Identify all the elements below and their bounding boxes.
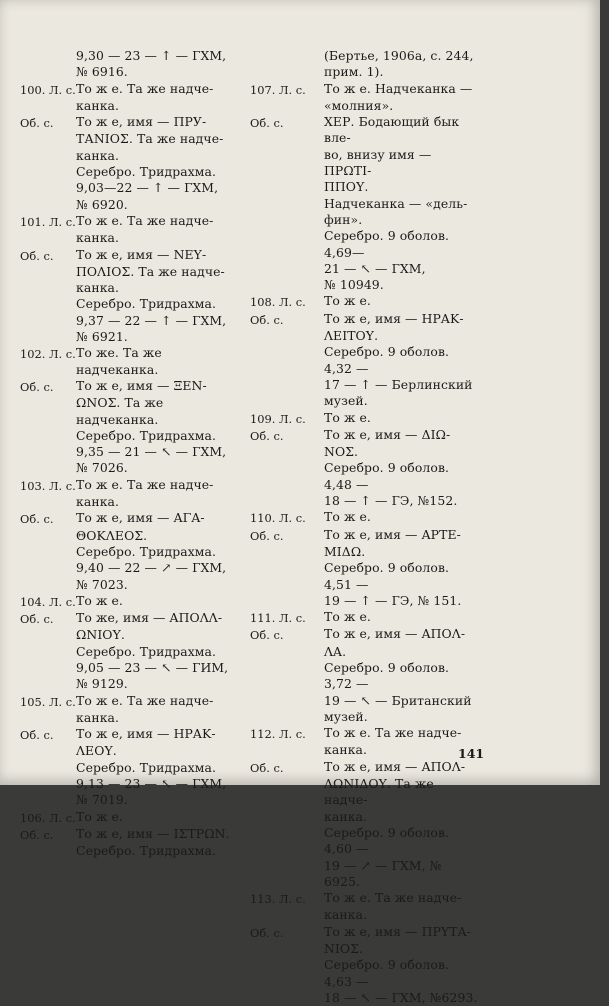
- entry-text-line: То ж е.: [324, 409, 371, 425]
- entry-label: 100. Л. с.: [20, 82, 76, 97]
- entry-text-line: 9,37 — 22 — ↑ — ГХМ,: [76, 312, 227, 328]
- entry-label: Об. с.: [20, 512, 54, 527]
- entry-label: [20, 48, 76, 64]
- catalog-entry: [250, 924, 480, 1006]
- catalog-entry: [20, 477, 248, 511]
- entry-text-line: То ж е. Та же надче-: [76, 80, 214, 96]
- entry-text-line: № 9129.: [76, 676, 128, 692]
- entry-text-line: 19 — ↖ — Британский: [324, 692, 472, 708]
- entry-text-line: То ж е.: [76, 592, 123, 608]
- entry-text-line: прим. 1).: [324, 64, 384, 80]
- entry-label: Об. с.: [250, 312, 284, 327]
- entry-text-line: То ж е. Та же надче-: [324, 890, 462, 906]
- entry-text-line: музей.: [324, 708, 368, 724]
- entry-label: Об. с.: [20, 379, 54, 394]
- entry-text-line: ΛΕΙΤΟΥ.: [324, 328, 379, 344]
- entry-text-line: 17 — ↑ — Берлинский: [324, 376, 473, 392]
- entry-label: Об. с.: [250, 925, 284, 940]
- entry-text-line: канка.: [76, 230, 120, 246]
- entry-text-line: То ж е.: [324, 609, 371, 625]
- entry-text-line: 18 — ↖ — ГХМ, №6293.: [324, 989, 478, 1005]
- entry-text-line: То ж е, имя — ΠΡΥΤΑ-: [324, 923, 471, 939]
- catalog-entry: [250, 527, 480, 609]
- catalog-entry: [250, 609, 480, 626]
- entry-text-line: То же, имя — ΑΠΟΛΛ-: [76, 610, 223, 626]
- entry-text-line: ΧΕΡ. Бодающий бык вле-: [324, 114, 460, 146]
- entry-text-line: канка.: [76, 494, 120, 510]
- entry-label: Об. с.: [20, 248, 54, 263]
- catalog-entry: [250, 81, 480, 115]
- entry-text-line: То ж е.: [324, 293, 371, 309]
- entry-label: Об. с.: [250, 628, 284, 643]
- entry-text-line: Серебро. 9 оболов. 4,51 —: [324, 560, 450, 592]
- catalog-entry: [250, 427, 480, 509]
- entry-text-line: 9,30 — 23 — ↑ — ГХМ,: [76, 48, 227, 63]
- entry-label: 109. Л. с.: [250, 411, 306, 426]
- entry-text-line: То ж е. Та же надче-: [76, 212, 214, 228]
- catalog-entry: [20, 610, 248, 692]
- entry-text-line: Серебро. Тридрахма.: [76, 643, 217, 659]
- catalog-entry: [20, 826, 248, 860]
- entry-text-line: То ж е. Та же надче-: [76, 476, 214, 492]
- entry-text-line: ΘΟΚΛΕΟΣ.: [76, 527, 148, 543]
- entry-label: [250, 48, 324, 64]
- catalog-entry: [20, 81, 248, 115]
- entry-text-line: канка.: [76, 280, 120, 296]
- catalog-entry: [20, 726, 248, 808]
- entry-text-line: канка.: [324, 742, 368, 758]
- entry-label: Об. с.: [250, 428, 284, 443]
- catalog-entry: [250, 311, 480, 410]
- entry-label: Об. с.: [250, 760, 284, 775]
- entry-text-line: 9,40 — 22 — ↗ — ГХМ,: [76, 560, 227, 576]
- entry-text-line: Серебро. Тридрахма.: [76, 759, 217, 775]
- catalog-entry: [250, 890, 480, 924]
- entry-text-line: То ж е, имя — ПРУ-: [76, 114, 207, 130]
- catalog-entry: [20, 510, 248, 592]
- entry-label: 102. Л. с.: [20, 347, 76, 362]
- entry-text-line: ΛΑ.: [324, 643, 347, 659]
- catalog-entry: [250, 48, 480, 81]
- catalog-entry: [250, 293, 480, 310]
- entry-label: Об. с.: [20, 612, 54, 627]
- entry-text-line: ΩΝΟΣ. Та же надчеканка.: [76, 395, 164, 427]
- entry-label: 107. Л. с.: [250, 82, 306, 97]
- entry-text-line: № 7026.: [76, 460, 128, 476]
- entry-text-line: То ж е. Надчеканка —: [324, 80, 473, 96]
- entry-label: 111. Л. с.: [250, 611, 306, 626]
- entry-text-line: 9,03—22 — ↑ — ГХМ,: [76, 180, 219, 196]
- entry-text-line: То ж е.: [76, 808, 123, 824]
- entry-text-line: № 10949.: [324, 277, 384, 293]
- entry-text-line: То ж е, имя — ΑΡΤΕ-: [324, 526, 461, 542]
- entry-text-line: Серебро. Тридрахма.: [76, 164, 217, 180]
- entry-text-line: № 6921.: [76, 329, 128, 345]
- entry-label: Об. с.: [250, 528, 284, 543]
- catalog-entry: [20, 247, 248, 346]
- entry-label: 110. Л. с.: [250, 511, 306, 526]
- entry-text-line: То ж е. Та же надче-: [76, 692, 214, 708]
- catalog-entry: [20, 48, 248, 81]
- entry-text-line: ΜΙΔΩ.: [324, 543, 366, 559]
- catalog-entry: [20, 378, 248, 477]
- entry-text-line: канка.: [76, 97, 120, 113]
- entry-text-line: ТАΝΙΟΣ. Та же надче-: [76, 131, 224, 147]
- entry-text-line: То ж е, имя — ΗΡΑΚ-: [76, 726, 216, 742]
- entry-text-line: То ж е, имя — ΑΠΟΛ-: [324, 758, 466, 774]
- entry-text-line: Серебро. 9 оболов. 4,60 —: [324, 824, 450, 857]
- entry-text-line: канка.: [324, 907, 368, 923]
- entry-text-line: То же. Та же надчеканка.: [76, 345, 162, 377]
- catalog-entry: [250, 725, 480, 759]
- entry-text-line: фин».: [324, 211, 363, 227]
- entry-label: 106. Л. с.: [20, 810, 76, 825]
- entry-label: 104. Л. с.: [20, 594, 76, 609]
- entry-text-line: 9,13 — 23 — ↖ — ГХМ,: [76, 776, 227, 792]
- entry-text-line: То ж е, имя — ΑΠΟΛ-: [324, 626, 466, 642]
- entry-label: Об. с.: [20, 827, 54, 842]
- catalog-entry: [250, 114, 480, 293]
- entry-text-line: То ж е, имя — ΞΕΝ-: [76, 377, 207, 393]
- entry-text-line: Серебро. Тридрахма.: [76, 427, 217, 443]
- page-number: 141: [458, 746, 485, 761]
- entry-text-line: Серебро. Тридрахма.: [76, 543, 217, 559]
- entry-text-line: ΛΕΟΥ.: [76, 743, 117, 759]
- entry-label: 103. Л. с.: [20, 478, 76, 493]
- catalog-entry: [250, 509, 480, 526]
- entry-text-line: ΠΠΟΥ.: [324, 179, 369, 195]
- catalog-entry: [20, 593, 248, 610]
- catalog-entry: [20, 213, 248, 247]
- entry-label: 113. Л. с.: [250, 892, 306, 907]
- entry-text-line: Надчеканка — «дель-: [324, 195, 468, 211]
- entry-text-line: 18 — ↑ — ГЭ, №152.: [324, 493, 458, 509]
- entry-text-line: То ж е, имя — ΝΕΥ-: [76, 246, 207, 262]
- catalog-entry: [20, 114, 248, 213]
- catalog-entry: [20, 809, 248, 826]
- entry-text-line: Серебро. 9 оболов. 4,63 —: [324, 957, 450, 989]
- entry-text-line: «молния».: [324, 97, 394, 113]
- entry-text-line: Серебро. 9 оболов. 3,72 —: [324, 659, 450, 692]
- entry-text-line: Серебро. Тридрахма.: [76, 843, 217, 859]
- entry-text-line: канка.: [76, 147, 120, 163]
- entry-text-line: ΛΩΝΙΔΟΥ. Та же надче-: [324, 776, 434, 808]
- entry-text-line: Серебро. 9 оболов. 4,32 —: [324, 344, 450, 376]
- left-column: [20, 48, 248, 860]
- entry-text-line: То ж е, имя — ΙΣΤΡΩΝ.: [76, 825, 230, 841]
- entry-label: 105. Л. с.: [20, 694, 76, 709]
- catalog-entry: [20, 345, 248, 378]
- entry-text-line: 9,35 — 21 — ↖ — ГХМ,: [76, 444, 227, 460]
- entry-text-line: канка.: [324, 808, 368, 824]
- entry-text-line: № 6916.: [76, 64, 128, 80]
- entry-text-line: канка.: [76, 709, 120, 725]
- entry-text-line: № 7019.: [76, 792, 128, 808]
- entry-text-line: 21 — ↖ — ГХМ,: [324, 260, 426, 276]
- entry-text-line: 19 — ↑ — ГЭ, № 151.: [324, 592, 462, 608]
- entry-text-line: ΝΟΣ.: [324, 444, 359, 460]
- catalog-entry: [250, 410, 480, 427]
- entry-text-line: № 7023.: [76, 576, 128, 592]
- entry-text-line: ΠΟΛΙΟΣ. Та же надче-: [76, 263, 225, 279]
- catalog-entry: [250, 626, 480, 725]
- entry-text-line: То ж е, имя — ΑΓΑ-: [76, 510, 205, 526]
- entry-text-line: 9,05 — 23 — ↖ — ГИМ,: [76, 659, 229, 675]
- entry-text-line: ΝΙΟΣ.: [324, 941, 364, 957]
- entry-text-line: Серебро. 9 оболов. 4,69—: [324, 228, 450, 260]
- entry-label: 112. Л. с.: [250, 727, 306, 742]
- entry-text-line: То ж е.: [324, 509, 371, 525]
- entry-label: 108. Л. с.: [250, 295, 306, 310]
- entry-label: Об. с.: [250, 116, 284, 131]
- entry-text-line: во, внизу имя — ΠΡΩΤΙ-: [324, 146, 432, 179]
- right-column: [250, 48, 480, 1006]
- entry-label: 101. Л. с.: [20, 214, 76, 229]
- entry-text-line: (Бертье, 1906а, с. 244,: [324, 48, 474, 63]
- entry-text-line: № 6920.: [76, 196, 128, 212]
- entry-text-line: Серебро. 9 оболов. 4,48 —: [324, 460, 450, 492]
- entry-text-line: То ж е, имя — ΔΙΩ-: [324, 426, 451, 442]
- entry-text-line: То ж е, имя — ΗΡΑΚ-: [324, 310, 464, 326]
- catalog-entry: [250, 759, 480, 890]
- entry-text-line: 19 — ↗ — ГХМ, № 6925.: [324, 857, 442, 889]
- entry-text-line: То ж е. Та же надче-: [324, 725, 462, 741]
- entry-text-line: Серебро. Тридрахма.: [76, 296, 217, 312]
- entry-text-line: музей.: [324, 393, 368, 409]
- catalog-entry: [20, 693, 248, 727]
- entry-label: Об. с.: [20, 116, 54, 131]
- entry-text-line: ΩΝΙΟΥ.: [76, 627, 125, 643]
- entry-label: Об. с.: [20, 728, 54, 743]
